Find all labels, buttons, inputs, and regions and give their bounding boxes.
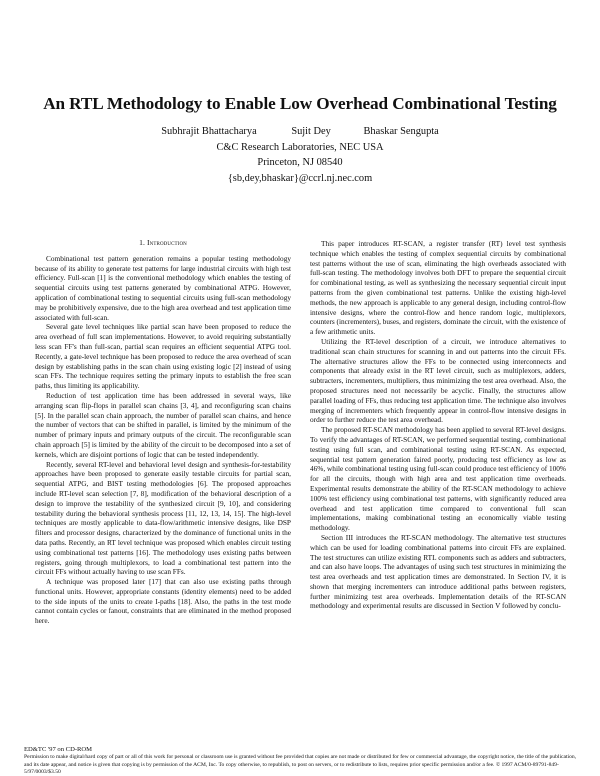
paragraph: The proposed RT-SCAN methodology has been applied to several RT-level designs. To verify the advantages of RT-SCAN, we performed sequential testing, combinational testing using full scan, and combinational testing using RT-SCAN. As expected, sequential test pattern generation faired poorly, producing test efficiency as low as 46%, while combinational testing using full-scan could produce test efficiency of 100% for all the circuits, though with high area and test application time overheads. Experimental results demonstrate the ability of the RT-SCAN methodology to achieve 100% test efficiency using combinational test patterns, with significantly reduced area overhead and test application time compared to conventional full scan implementations, making combinational testing an economically viable testing methodology. — [310, 425, 567, 533]
author-name: Bhaskar Sengupta — [363, 126, 439, 137]
author-names — [20, 124, 580, 140]
left-column — [35, 238, 291, 626]
paragraph: Section III introduces the RT-SCAN methodology. The alternative test structures which can be used for loading combinational patterns into circuit FFs are explained. The test structures can utilize existing RTL components such as adders and subtracters, and can also have loops. The advantages of using such test structures in minimizing the test area overheads and test application times are demonstrated. In Section IV, it is shown that merging incrementers can introduce additional paths between registers, further minimizing test area overheads. Implementation details of the RT-SCAN methodology and experimental results are discussed in Section V followed by conclu- — [310, 532, 566, 611]
section-title: Introduction — [147, 238, 187, 247]
author-name: Sujit Dey — [291, 126, 331, 137]
paragraph: Combinational test pattern generation remains a popular testing methodology because of its ability to generate test patterns for large industrial circuits with high test efficiency. Full-scan [1] is the conventional methodology which enables the testing of sequential circuits using test patterns generated by combinational ATPG. However, application of combinational testing to sequential circuits using full-scan methodology may be prohibitively expensive, due to the high area overhead and test application time associated with full-scan. — [35, 253, 291, 322]
paragraph: Reduction of test application time has been addressed in several ways, like arranging scan flip-flops in parallel scan chains [3, 4], and reconfiguring scan chains [5]. In the parallel scan chain approach, the number of parallel scan chains, and hence the number of vectors that can be shifted in parallel, is limited by the minimum of the number of primary inputs and primary outputs of the circuit. The reconfigurable scan chain approach [5] is limited by the ability of the circuit to be decomposed into a set of kernels, which are disjoint portions of logic that can be tested independently. — [35, 390, 291, 459]
conference-label: ED&TC '97 on CD-ROM — [24, 746, 93, 753]
footer — [24, 746, 580, 776]
paragraph: Recently, several RT-level and behavioral level design and synthesis-for-testability approaches have been proposed to generate easily testable circuits for partial scan, sequential ATPG, and BIST testing methodologies [6]. The proposed approaches include RT-level scan selection [7, 8], modification of the behavioral description of a design to improve the testability of the synthesized circuit [9, 10], and considering testability during the behavioral synthesis process [11, 12, 13, 14, 15]. The high-level techniques are mostly applicable to data-flow/arithmetic intensive designs, like DSP filters and processor designs, characterized by the dominance of functional units in the data paths. Recently, an RT level technique was proposed which enables circuit testing using combinational test patterns [16]. The methodology uses existing paths between registers, going through multiplexors, to load a combinational test pattern into the circuit FFs without actually having to use scan FFs. — [35, 459, 291, 577]
email: {sb,dey,bhaskar}@ccrl.nj.nec.com — [227, 172, 373, 184]
section-number: 1. — [139, 238, 146, 247]
paragraph: A technique was proposed later [17] that can also use existing paths through functional units. However, appropriate constants (identity elements) need to be added to the side inputs of the units to create I-paths [18]. Also, the paths in the test mode cannot contain cycles or fanout, constraints that are eliminated in the method proposed here. — [35, 577, 291, 626]
section-heading — [35, 238, 291, 248]
author-name: Subhrajit Bhattacharya — [161, 126, 257, 137]
copyright-notice: Permission to make digital/hard copy of part or all of this work for personal or classroom use is granted without fee provided that copies are not made or distributed for few or commercial advantage, the copyright notice, the title of the publication, and its date appear, and notice is given that copying is by permission of the ACM, Inc. To copy otherwise, to republish, to post on servers, or to redistribute to lists, requires prior specific permission and/or a fee. © 1997 ACM/0-89791-849-5/97/0003/$3.50 — [24, 754, 577, 775]
affiliation: C&C Research Laboratories, NEC USA — [216, 141, 384, 153]
address: Princeton, NJ 08540 — [257, 157, 343, 168]
paragraph: Utilizing the RT-level description of a circuit, we introduce alternatives to traditional scan chain structures for scanning in and out patterns into the circuit FFs. The alternative structures allow the FFs to be connected using interconnects and components that already exist in the RT level circuit, such as multiplexors, adders, subtracters, incrementers, multipliers, thus minimizing the test area overhead. Also, the proposed structures need not necessarily be acyclic. Finally, the structures allow parallel loading of FFs, thus reducing test application time. The technique also involves merging of incrementers which frequently appear in control-flow intensive designs in order to further reduce the test area overhead. — [310, 336, 566, 425]
paragraph: This paper introduces RT-SCAN, a register transfer (RT) level test synthesis technique which enables the testing of complex sequential circuits by combinational test patterns without the use of scan, eliminating the high overheads associated with full-scan testing. The methodology involves both DFT to prepare the sequential circuit for combinational testing, as well as synthesizing the necessary sequential circuit input patterns from the given combinational test patterns. Unlike the existing high-level methods, the new approach is applicable to any general design, including control-flow intensive designs, where the control-flow and hence random logic, multiplexors, counters (incrementers), buses, and registers, dominate the circuit, with the existence of a few arithmetic units. — [310, 239, 566, 337]
paper-title: An RTL Methodology to Enable Low Overhead Combinational Testing — [43, 94, 557, 113]
author-block — [20, 124, 580, 186]
paragraph: Several gate level techniques like partial scan have been proposed to reduce the area overhead of full scan implementations. However, to avoid requiring substantially less scan FF's than full-scan, partial scan requires an efficient sequential ATPG tool. Recently, a gate-level technique has been proposed to reduce the area overhead of scan design by establishing paths in the scan chain using existing logic [2] instead of using scan FFs. The technique requires setting the primary inputs to establish the free scan paths, thus limiting its applicability. — [35, 322, 291, 391]
right-column — [310, 239, 566, 611]
